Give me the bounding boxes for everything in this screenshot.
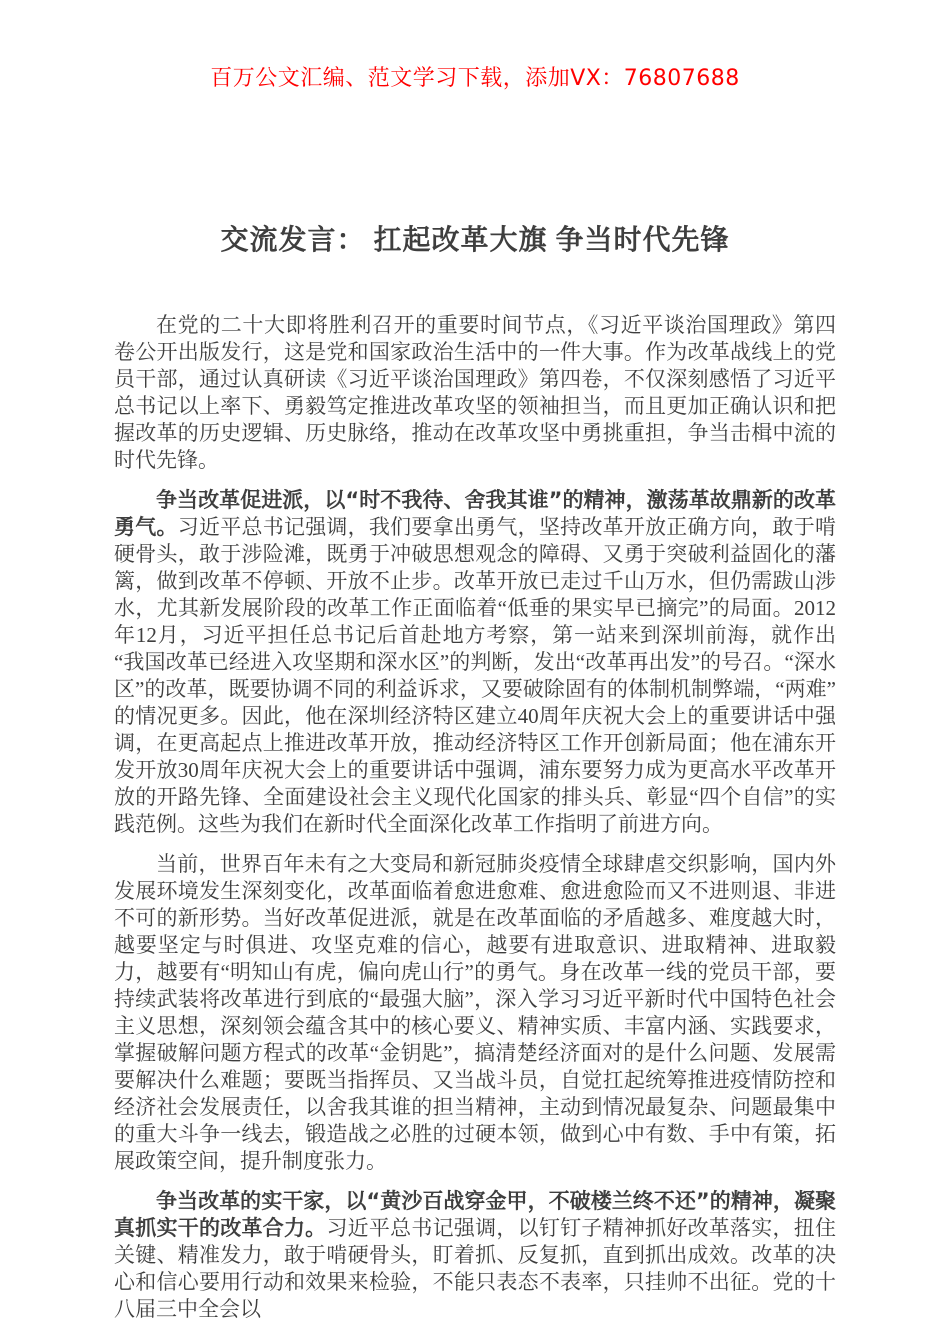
- document-body: [114, 312, 836, 1323]
- paragraph: [114, 851, 836, 1175]
- document-title: 交流发言： 扛起改革大旗 争当时代先锋: [220, 225, 730, 256]
- bold-text-run: 争当改革促进派，以“时不我待、舍我其谁”的精神，激荡革故鼎新的改革勇气。: [114, 488, 836, 539]
- text-run: 习近平总书记强调，我们要拿出勇气，坚持改革开放正确方向，敢于啃硬骨头，敢于涉险滩，既勇于冲破思想观念的障碍、又勇于突破利益固化的藩篱，做到改革不停顿、开放不止步。改革开放已走过千山万水，但仍需跋山涉水，尤其新发展阶段的改革工作正面临着“低垂的果实早已摘完”的局面。2012年12月，习近平担任总书记后首赴地方考察，第一站来到深圳前海，就作出“我国改革已经进入攻坚期和深水区”的判断，发出“改革再出发”的号召。“深水区”的改革，既要协调不同的利益诉求，又要破除固有的体制机制弊端，“两难”的情况更多。因此，他在深圳经济特区建立40周年庆祝大会上的重要讲话中强调，在更高起点上推进改革开放，推动经济特区工作开创新局面；他在浦东开发开放30周年庆祝大会上的重要讲话中强调，浦东要努力成为更高水平改革开放的开路先锋、全面建设社会主义现代化国家的排头兵、彰显“四个自信”的实践范例。这些为我们在新时代全面深化改革工作指明了前进方向。: [114, 515, 837, 836]
- paragraph: [114, 312, 836, 474]
- bold-text-run: 争当改革的实干家，以“黄沙百战穿金甲，不破楼兰终不还”的精神，凝聚真抓实干的改革合力。: [114, 1189, 836, 1240]
- text-run: 当前，世界百年未有之大变局和新冠肺炎疫情全球肆虐交织影响，国内外发展环境发生深刻变化，改革面临着愈进愈难、愈进愈险而又不进则退、非进不可的新形势。当好改革促进派，就是在改革面临的矛盾越多、难度越大时，越要坚定与时俱进、攻坚克难的信心，越要有进取意识、进取精神、进取毅力，越要有“明知山有虎，偏向虎山行”的勇气。身在改革一线的党员干部，要持续武装将改革进行到底的“最强大脑”，深入学习习近平新时代中国特色社会主义思想，深刻领会蕴含其中的核心要义、精神实质、丰富内涵、实践要求，掌握破解问题方程式的改革“金钥匙”，搞清楚经济面对的是什么问题、发展需要解决什么难题；要既当指挥员、又当战斗员，自觉扛起统筹推进疫情防控和经济社会发展责任，以舍我其谁的担当精神，主动到情况最复杂、问题最集中的重大斗争一线去，锻造战之必胜的过硬本领，做到心中有数、手中有策，拓展政策空间，提升制度张力。: [114, 852, 836, 1173]
- paragraph: [114, 1188, 836, 1323]
- text-run: 习近平总书记强调，以钉钉子精神抓好改革落实，扭住关键、精准发力，敢于啃硬骨头，盯着抓、反复抓，直到抓出成效。改革的决心和信心要用行动和效果来检验，不能只表态不表率，只挂帅不出征。党的十八届三中全会以: [114, 1216, 837, 1321]
- watermark-notice: 百万公文汇编、范文学习下载，添加VX：76807688: [210, 66, 740, 91]
- paragraph: [114, 487, 836, 838]
- text-run: 在党的二十大即将胜利召开的重要时间节点，《习近平谈治国理政》第四卷公开出版发行，这是党和国家政治生活中的一件大事。作为改革战线上的党员干部，通过认真研读《习近平谈治国理政》第四卷，不仅深刻感悟了习近平总书记以上率下、勇毅笃定推进改革攻坚的领袖担当，而且更加正确认识和把握改革的历史逻辑、历史脉络，推动在改革攻坚中勇挑重担，争当击楫中流的时代先锋。: [114, 313, 836, 472]
